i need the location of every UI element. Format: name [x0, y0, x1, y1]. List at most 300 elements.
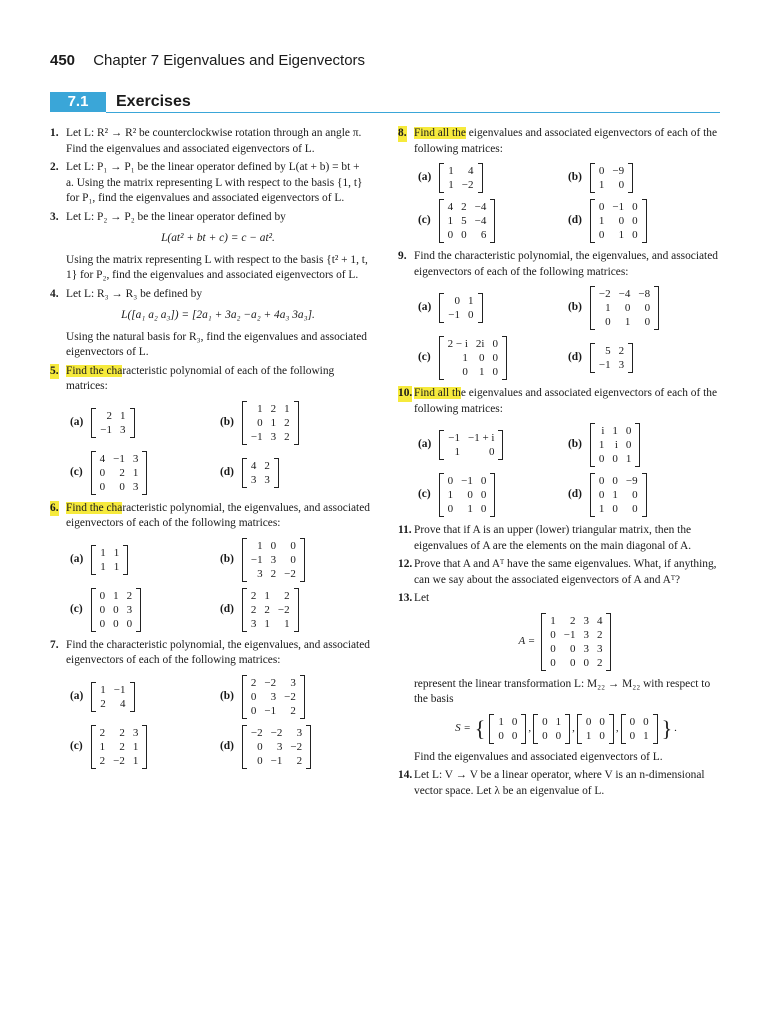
matrix-entry: 0 [632, 503, 638, 515]
highlighted-text: Find all th [414, 387, 461, 399]
matrix-entry: 2 [99, 754, 106, 767]
exercise-9 [398, 249, 718, 380]
matrix-entry: 3 [596, 642, 603, 655]
matrix-table [96, 452, 143, 494]
matrix-entry: −2 [250, 726, 263, 739]
part-label: (d) [220, 465, 234, 478]
matrix-entry: 1 [132, 754, 139, 767]
matrix-row [595, 358, 628, 372]
matrix-entry: 0 [488, 446, 495, 458]
matrix-row [595, 474, 642, 488]
exercise-5 [50, 364, 370, 495]
matrix-entry: 0 [569, 642, 576, 655]
exercise-number: 1. [50, 127, 59, 139]
exercise-number: 13. [398, 592, 413, 604]
matrix-entry: 0 [550, 642, 556, 655]
matrix-entry: −1 [113, 452, 125, 465]
exercise-text: Find the eigenvalues and associated eigenvectors of L. [414, 750, 663, 763]
matrix-table [444, 337, 502, 379]
part-label: (d) [220, 739, 234, 752]
matrix-entry: −4 [474, 201, 487, 213]
matrix-entry: 0 [612, 503, 618, 515]
matrix-row [595, 228, 642, 242]
matrix-row [96, 697, 129, 711]
matrix-entry: 2 [596, 628, 603, 641]
matrix-entry: 5 [461, 215, 467, 227]
matrix-entry: 1 [113, 546, 120, 559]
matrix-row [595, 164, 628, 178]
matrix-table [582, 715, 609, 743]
matrix-entry: −1 [563, 628, 576, 641]
matrix-entry: 0 [599, 729, 605, 742]
matrix-table [538, 715, 565, 743]
exercise-number: 9. [398, 250, 407, 262]
section-rule [106, 112, 720, 113]
exercise-13: 13. Let A = 1 2 3 4 0 −1 3 2 0 0 3 3 0 0 0 2 represent the linear transformation L: M₂₂ → M₂₂ with respect to the basis S = { 1 0 0 0 , 0 1 0 0 , 0 0 1 0 , 0 0 0 1 } . Find the eigenvalues and associated eigenvectors of L. [398, 592, 711, 763]
matrix-entry: 0 [555, 729, 562, 742]
matrix-entry: 0 [643, 715, 649, 728]
matrix-row [546, 614, 606, 628]
matrix-entry: 0 [598, 489, 605, 501]
matrix-entry: 3 [583, 642, 589, 655]
matrix-entry: 1 [624, 316, 631, 328]
matrix-entry: 2 [296, 754, 303, 767]
matrix-table [444, 294, 477, 322]
exercise-14 [398, 768, 718, 799]
matrix-entry: 3 [132, 480, 139, 493]
matrix-entry: i [601, 425, 605, 437]
matrix-row [595, 200, 642, 214]
matrix-entry: 2 [250, 603, 257, 616]
exercise-number: 2. [50, 161, 59, 173]
matrix-row [247, 740, 306, 754]
matrix [242, 458, 279, 488]
matrix-entry: −1 [113, 683, 126, 696]
matrix-table [444, 164, 477, 192]
matrix-row [444, 214, 491, 228]
matrix [489, 714, 526, 744]
exercise-text: Prove that if A is an upper (lower) triangular matrix, then the eigenvalues of A are the elements on the main diagonal of A. [414, 524, 692, 552]
chapter-title: Chapter 7 Eigenvalues and Eigenvectors [93, 52, 366, 69]
matrix-entry: 0 [542, 715, 548, 728]
matrix-row [247, 402, 294, 416]
part-label: (d) [220, 602, 234, 615]
matrix-entry: −1 [448, 309, 461, 321]
right-brace: } [661, 715, 673, 741]
matrix-entry: 0 [462, 366, 468, 378]
matrix-entry: 1 [598, 215, 605, 227]
matrix [242, 725, 311, 769]
matrix-entry: 0 [454, 295, 461, 307]
part-label: (c) [70, 602, 83, 615]
matrix-entry: 0 [569, 656, 576, 669]
matrix-row [96, 740, 143, 754]
matrix-entry: 3 [276, 740, 283, 753]
matrix-entry: −1 [100, 423, 113, 436]
matrix-entry: 3 [132, 726, 139, 739]
section-title: Exercises [116, 93, 191, 110]
matrix-entry: 2 [290, 704, 296, 717]
exercise-7 [50, 638, 370, 769]
section-number: 7.1 [50, 92, 106, 112]
matrix-entry: 3 [126, 603, 133, 616]
matrix-entry: 0 [618, 215, 625, 227]
matrix-entry: 2 [250, 589, 257, 602]
matrix-entry: 2 [99, 726, 106, 739]
matrix-entry: 0 [99, 589, 106, 602]
matrix-entry: 4 [99, 452, 106, 465]
matrix-entry: 1 [447, 215, 454, 227]
matrix-table [96, 683, 129, 711]
matrix-entry: 0 [632, 229, 638, 241]
matrix-row [444, 164, 477, 178]
highlighted-text: Find the cha [66, 364, 123, 377]
exercise-number: 5. [50, 364, 59, 380]
exercise-text: Let L: V → V be a linear operator, where V is an n-dimensional vector space. Let λ be an eigenvalue of L. [414, 769, 705, 797]
matrix-row [444, 308, 477, 322]
matrix-row [247, 676, 300, 690]
exercise-text: Let L: R² → R² be counterclockwise rotation through an angle π. Find the eigenvalues and associated eigenvectors of L. [66, 127, 362, 155]
matrix-row [96, 423, 129, 437]
matrix-entry: 1 [100, 683, 106, 696]
exercise-12 [398, 557, 718, 588]
exercise-number: 3. [50, 210, 59, 223]
exercise-text: Prove that A and Aᵀ have the same eigenvalues. What, if anything, can we say about the associated eigenvectors of A and Aᵀ? [414, 558, 717, 586]
matrix-row [582, 715, 609, 729]
matrix-row [96, 409, 129, 423]
matrix-entry: 0 [270, 539, 277, 552]
matrix-entry: 2 [106, 409, 113, 422]
matrix-row [494, 715, 521, 729]
matrix [91, 545, 128, 575]
matrix-entry: −2 [277, 603, 290, 616]
matrix-entry: 2i [475, 338, 485, 350]
matrix [439, 336, 507, 380]
matrix-row [626, 715, 653, 729]
part-label: (a) [70, 552, 84, 565]
matrix-table [595, 287, 654, 329]
matrix-entry: 0 [99, 603, 106, 616]
matrix-entry: 0 [632, 201, 638, 213]
matrix [242, 675, 305, 719]
exercise-10 [398, 386, 718, 517]
part-label: (b) [568, 438, 582, 451]
matrix-row [595, 424, 636, 438]
matrix-entry: 0 [632, 215, 638, 227]
matrix-table [247, 589, 294, 631]
matrix [91, 451, 148, 495]
matrix-table [595, 424, 636, 466]
matrix-entry: 2 [270, 567, 277, 580]
matrix-row [444, 474, 491, 488]
matrix-row [546, 628, 606, 642]
matrix [590, 286, 659, 330]
matrix-entry: −2 [461, 179, 474, 191]
matrix-row [538, 715, 565, 729]
matrix-entry: 2 [119, 726, 125, 739]
matrix-entry: 2 [569, 614, 576, 627]
matrix-entry: −2 [290, 740, 303, 753]
exercise-3 [50, 210, 370, 284]
exercise-4 [50, 287, 370, 361]
exercise-text: Let L: R₃ → R₃ be defined by [66, 287, 203, 300]
matrix [242, 588, 299, 632]
matrix-entry: 0 [511, 729, 518, 742]
matrix-entry: 1 [643, 729, 649, 742]
matrix-entry: 1 [100, 560, 106, 573]
matrix-entry: 0 [467, 489, 473, 501]
part-label: (d) [568, 488, 582, 501]
matrix-entry: 0 [542, 729, 548, 742]
matrix-row [595, 178, 628, 192]
matrix [439, 473, 496, 517]
matrix [577, 714, 614, 744]
matrix-entry: 0 [632, 489, 638, 501]
matrix-entry: 0 [550, 628, 556, 641]
matrix-table [626, 715, 653, 743]
matrix-entry: 1 [100, 546, 106, 559]
matrix-row [96, 480, 143, 494]
exercise-text: Find the characteristic polynomial, the eigenvalues, and associated eigenvectors of each of the following matrices: [66, 638, 370, 666]
matrix-entry: 0 [618, 179, 625, 191]
matrix-table [595, 164, 628, 192]
matrix-row [96, 603, 137, 617]
matrix-entry: 3 [270, 553, 277, 566]
left-brace: { [474, 715, 486, 741]
matrix-entry: 1 [605, 302, 611, 314]
matrix [439, 163, 482, 193]
matrix-row [247, 459, 274, 473]
matrix-entry: 0 [599, 715, 605, 728]
set-variable: S = [455, 721, 471, 734]
part-label: (a) [418, 301, 432, 314]
matrix-entry: 0 [598, 165, 605, 177]
matrix-row [546, 656, 606, 670]
matrix-entry: 3 [250, 617, 257, 630]
matrix-entry: 4 [468, 165, 474, 177]
matrix-entry: 1 [598, 503, 605, 515]
matrix-row [546, 642, 606, 656]
exercise-number: 6. [50, 501, 59, 517]
matrix-row [247, 589, 294, 603]
matrix-entry: 2 [100, 697, 106, 710]
exercise-1 [50, 126, 370, 157]
matrix-entry: −1 [250, 553, 263, 566]
part-label: (c) [418, 214, 431, 227]
matrix-table [595, 474, 642, 516]
matrix-entry: 0 [550, 656, 556, 669]
matrix-entry: i [614, 439, 618, 451]
matrix-entry: −2 [284, 690, 296, 703]
exercise-6 [50, 501, 370, 632]
matrix-entry: 6 [480, 229, 487, 241]
matrix-entry: −9 [625, 475, 638, 487]
matrix-table [546, 614, 606, 670]
matrix [590, 423, 641, 467]
matrix-entry: 1 [257, 402, 263, 415]
matrix-row [247, 567, 300, 581]
matrix-row [444, 502, 491, 516]
matrix [590, 343, 633, 373]
exercise-number: 4. [50, 287, 59, 300]
matrix-entry: 0 [612, 453, 618, 465]
exercise-number: 14. [398, 769, 413, 781]
matrix-entry: 2 [284, 416, 290, 429]
matrix-row [247, 553, 300, 567]
part-label: (b) [568, 171, 582, 184]
matrix-entry: 2 [618, 345, 625, 357]
matrix-entry: 0 [612, 475, 618, 487]
matrix-entry: 1 [120, 409, 126, 422]
exercise-number: 7. [50, 638, 59, 651]
matrix-entry: 1 [585, 729, 592, 742]
matrix-entry: 1 [264, 617, 270, 630]
matrix-table [444, 431, 498, 459]
matrix-entry: 0 [511, 715, 518, 728]
matrix-entry: −9 [612, 165, 625, 177]
matrix-entry: 1 [498, 715, 504, 728]
matrix-entry: 0 [461, 229, 467, 241]
part-label: (a) [418, 171, 432, 184]
matrix-entry: 0 [492, 366, 498, 378]
matrix-entry: −1 [250, 430, 263, 443]
highlighted-text: Find all the [414, 127, 466, 139]
matrix-entry: 1 [555, 715, 562, 728]
matrix-row [247, 726, 306, 740]
matrix-entry: 1 [132, 740, 139, 753]
matrix [439, 199, 496, 243]
matrix-entry: 1 [612, 489, 618, 501]
exercise-text: Using the natural basis for R₃, find the eigenvalues and associated eigenvectors of L. [66, 330, 367, 358]
highlighted-text: Find the cha [66, 501, 123, 514]
matrix-entry: 1 [550, 614, 556, 627]
matrix-entry: 2 [284, 589, 290, 602]
matrix-row [595, 452, 636, 466]
matrix-entry: 1 [113, 589, 119, 602]
part-label: (c) [418, 488, 431, 501]
matrix-entry: 1 [113, 560, 120, 573]
matrix-entry: 0 [498, 729, 504, 742]
matrix-entry: 0 [644, 316, 651, 328]
matrix [590, 473, 647, 517]
matrix-row [247, 754, 306, 768]
matrix-row [595, 488, 642, 502]
matrix-entry: 4 [120, 697, 126, 710]
matrix-row [96, 466, 143, 480]
matrix-table [595, 344, 628, 372]
matrix-row [444, 200, 491, 214]
matrix-row [444, 228, 491, 242]
exercise-number: 10. [398, 386, 412, 402]
matrix-entry: −4 [618, 288, 631, 300]
matrix-row [96, 754, 143, 768]
exercise-text: eigenvalues and associated eigenvectors of each of the following matrices: [414, 127, 718, 155]
matrix-row [247, 690, 300, 704]
matrix-entry: 0 [492, 338, 498, 350]
matrix-table [247, 726, 306, 768]
matrix-entry: 0 [598, 453, 605, 465]
matrix-entry: 1 [264, 589, 270, 602]
matrix-entry: 3 [270, 690, 277, 703]
page-header [50, 52, 365, 69]
matrix-row [96, 452, 143, 466]
matrix-row [595, 301, 654, 315]
matrix [91, 408, 134, 438]
matrix-entry: 0 [585, 715, 592, 728]
matrix-entry: 1 [478, 366, 485, 378]
matrix-entry: 0 [250, 690, 257, 703]
matrix-entry: −1 + i [468, 432, 495, 444]
matrix-entry: 2 [596, 656, 603, 669]
part-label: (b) [220, 689, 234, 702]
matrix-entry: −8 [638, 288, 651, 300]
matrix-entry: 0 [598, 229, 605, 241]
matrix-entry: 2 [264, 459, 270, 472]
matrix-entry: 3 [583, 628, 589, 641]
exercise-text: Find the characteristic polynomial, the eigenvalues, and associated eigenvectors of each of the following matrices: [414, 250, 718, 278]
matrix-entry: 1 [257, 539, 263, 552]
matrix-table [96, 409, 129, 437]
matrix-entry: 1 [598, 179, 605, 191]
matrix-entry: 1 [448, 179, 454, 191]
matrix-table [96, 589, 137, 631]
matrix-entry: 4 [250, 459, 257, 472]
exercise-text: Let L: P₁ → P₁ be the linear operator defined by L(at + b) = bt + a. Using the matrix representing L with respect to the basis {1, t} for P₁, find the eigenvalues and associated eigenvectors of L. [66, 161, 363, 204]
matrix-entry: 4 [596, 614, 603, 627]
matrix-entry: −2 [598, 288, 611, 300]
matrix [242, 401, 299, 445]
matrix-entry: −2 [113, 754, 125, 767]
matrix-entry: 0 [119, 480, 125, 493]
matrix [91, 682, 134, 712]
part-label: (b) [220, 415, 234, 428]
matrix-row [444, 445, 498, 459]
matrix [590, 199, 647, 243]
matrix-row [494, 729, 521, 743]
matrix-entry: 0 [629, 729, 636, 742]
matrix-row [96, 589, 137, 603]
matrix-entry: 1 [598, 439, 605, 451]
matrix-entry: 3 [618, 359, 625, 371]
matrix-row [96, 560, 123, 574]
matrix-entry: −1 [461, 475, 473, 487]
part-label: (c) [70, 739, 83, 752]
matrix-row [595, 438, 636, 452]
left-column [50, 126, 370, 775]
exercise-number: 8. [398, 126, 407, 142]
matrix-row [444, 488, 491, 502]
matrix [533, 714, 570, 744]
matrix-entry: 0 [447, 229, 454, 241]
matrix-table [96, 546, 123, 574]
matrix-entry: 0 [480, 475, 487, 487]
matrix-entry: 0 [583, 656, 589, 669]
matrix-entry: 0 [598, 475, 605, 487]
matrix-entry: 1 [99, 740, 106, 753]
part-label: (b) [568, 301, 582, 314]
matrix-entry: 0 [447, 503, 454, 515]
matrix-entry: 2 [119, 740, 125, 753]
matrix-table [444, 200, 491, 242]
matrix-entry: 1 [284, 402, 290, 415]
matrix-entry: 3 [120, 423, 126, 436]
matrix-entry: 0 [480, 489, 487, 501]
matrix-entry: 5 [605, 345, 611, 357]
matrix-row [444, 337, 502, 351]
matrix-entry: 1 [625, 453, 632, 465]
matrix-entry: 0 [257, 740, 263, 753]
matrix-entry: 0 [492, 352, 498, 364]
